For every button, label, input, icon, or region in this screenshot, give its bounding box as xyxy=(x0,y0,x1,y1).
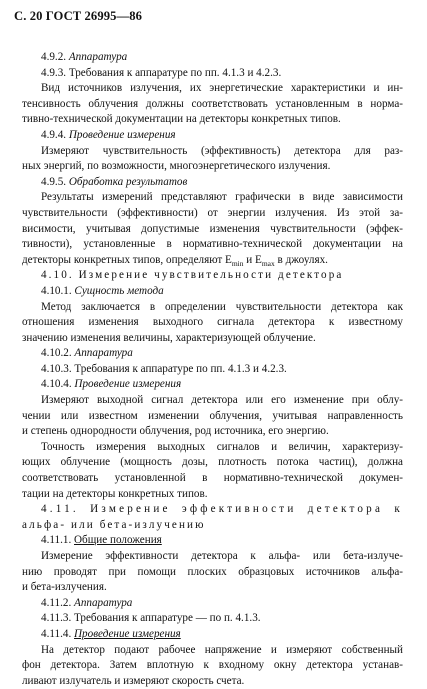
line-text: Точность измерения выходных сигналов и величин, характеризу- xyxy=(41,440,403,453)
line-text: 4.9.5. xyxy=(41,175,69,188)
line-text: чении или известном изменении облучения, учитывая направленность xyxy=(22,409,403,422)
line-text: в джоулях. xyxy=(274,253,328,266)
text-line xyxy=(22,658,403,674)
text-line xyxy=(22,159,403,175)
text-line xyxy=(22,128,403,144)
text-line xyxy=(22,253,403,269)
line-text: 4.10.1. xyxy=(41,284,75,297)
line-text: 4.11. Измерение эффективности детектора к xyxy=(41,503,403,516)
text-line xyxy=(22,112,403,128)
line-text: Вид источников излучения, их энергетические характеристики и ин- xyxy=(41,82,403,95)
line-text: 4.11.2. xyxy=(41,596,75,609)
line-text: Результаты измерений представляют графически в виде зависимости xyxy=(41,191,403,204)
text-line xyxy=(22,206,403,222)
line-text: альфа- или бета-излучению xyxy=(22,518,206,531)
line-text: и бета-излучения. xyxy=(22,581,107,594)
text-line xyxy=(22,393,403,409)
line-text: 4.9.2. xyxy=(41,51,69,63)
text-line xyxy=(22,66,403,82)
text-line xyxy=(22,580,403,596)
line-text: и степень однородности облучения, род источника, его энергию. xyxy=(22,425,329,438)
line-text: 4.10.3. Требования к аппаратуре по пп. 4.1.3 и 4.2.3. xyxy=(41,362,287,375)
line-text: 4.10. Измерение чувствительности детектора xyxy=(41,269,344,282)
text-line xyxy=(22,611,403,627)
section-heading: Аппаратура xyxy=(68,51,128,63)
line-text: тивности), установленные в нормативно-технической документации на xyxy=(22,238,403,251)
line-text: фон детектора. Затем вплотную к входному окну детектора устанав- xyxy=(22,659,403,672)
text-line xyxy=(22,175,403,191)
text-line xyxy=(22,455,403,471)
text-line xyxy=(22,596,403,612)
line-text: 4.9.3. Требования к аппаратуре по пп. 4.1.3 и 4.2.3. xyxy=(41,66,282,79)
text-line xyxy=(22,331,403,347)
text-line xyxy=(22,190,403,206)
text-line xyxy=(22,346,403,362)
text-line xyxy=(22,518,403,534)
text-line xyxy=(22,268,403,284)
section-heading: Сущность метода xyxy=(74,284,164,297)
subscript: max xyxy=(261,258,275,268)
section-heading: Проведение измерения xyxy=(74,627,181,640)
text-line xyxy=(22,440,403,456)
line-text: детекторы конкретных типов, определяют E xyxy=(22,253,232,266)
line-text: тивно-технической документации на детекторы конкретных типов. xyxy=(22,113,341,126)
document-body xyxy=(22,50,403,689)
text-line xyxy=(22,424,403,440)
line-text: Измерение эффективности детектора к альфа- или бета-излуче- xyxy=(41,550,403,562)
line-text: висимости, учитывая допустимые изменения чувствительности (эффек- xyxy=(22,222,403,235)
text-line xyxy=(22,377,403,393)
text-line xyxy=(22,565,403,581)
text-line xyxy=(22,300,403,316)
text-line xyxy=(22,627,403,643)
text-line xyxy=(22,97,403,113)
line-text: Измеряют выходной сигнал детектора или его изменение при облу- xyxy=(41,394,403,407)
line-text: 4.9.4. xyxy=(41,128,69,141)
text-line xyxy=(22,409,403,425)
line-text: значению изменения величины, характеризующей облучение. xyxy=(22,331,316,344)
subscript: min xyxy=(231,258,244,268)
text-line xyxy=(22,144,403,160)
line-text: 4.11.3. Требования к аппаратуре — по п. 4.1.3. xyxy=(41,612,261,625)
line-text: 4.10.2. xyxy=(41,347,75,360)
line-text: нию проводят при помощи плоских образцовых источников альфа- xyxy=(22,565,403,578)
line-text: и E xyxy=(243,253,262,266)
line-text: ющих облучение (мощность дозы, плотность потока частиц), должна xyxy=(22,456,403,469)
section-heading: Аппаратура xyxy=(74,596,133,609)
line-text: отношения изменения выходного сигнала детектора к известному xyxy=(22,316,403,329)
text-line xyxy=(22,222,403,238)
line-text: тации на детекторы конкретных типов. xyxy=(22,487,208,500)
line-text: тенсивность облучения должны соответствовать установленным в норма- xyxy=(22,97,403,110)
section-heading: Обработка результатов xyxy=(68,175,188,188)
line-text: чувствительности (эффективности) от энергии излучения. Из этой за- xyxy=(22,206,403,219)
line-text: Метод заключается в определении чувствительности детектора как xyxy=(41,300,403,313)
section-heading: Общие положения xyxy=(74,534,162,547)
line-text: 4.11.4. xyxy=(41,627,75,640)
line-text: соответствовать установленной в нормативно-технической докумен- xyxy=(22,472,403,485)
text-line xyxy=(22,362,403,378)
line-text: На детектор подают рабочее напряжение и измеряют собственный xyxy=(41,643,403,656)
line-text: ных энергий, по возможности, многоэнергетического излучения. xyxy=(22,160,331,173)
text-line xyxy=(22,237,403,253)
line-text: 4.11.1. xyxy=(41,534,75,547)
section-heading: Проведение измерения xyxy=(68,128,176,141)
text-line xyxy=(22,549,403,565)
text-line xyxy=(22,81,403,97)
text-line xyxy=(22,50,403,66)
text-line xyxy=(22,284,403,300)
line-text: ливают излучатель и измеряют скорость счета. xyxy=(22,674,245,687)
section-heading: Аппаратура xyxy=(74,347,133,360)
text-line xyxy=(22,471,403,487)
text-line xyxy=(22,643,403,659)
section-heading: Проведение измерения xyxy=(74,378,182,391)
page-header: С. 20 ГОСТ 26995—86 xyxy=(14,9,142,23)
text-line xyxy=(22,533,403,549)
line-text: 4.10.4. xyxy=(41,378,75,391)
line-text: Измеряют чувствительность (эффективность) детектора для раз- xyxy=(41,144,403,157)
text-line xyxy=(22,315,403,331)
text-line xyxy=(22,674,403,689)
text-line xyxy=(22,487,403,503)
text-line xyxy=(22,502,403,518)
